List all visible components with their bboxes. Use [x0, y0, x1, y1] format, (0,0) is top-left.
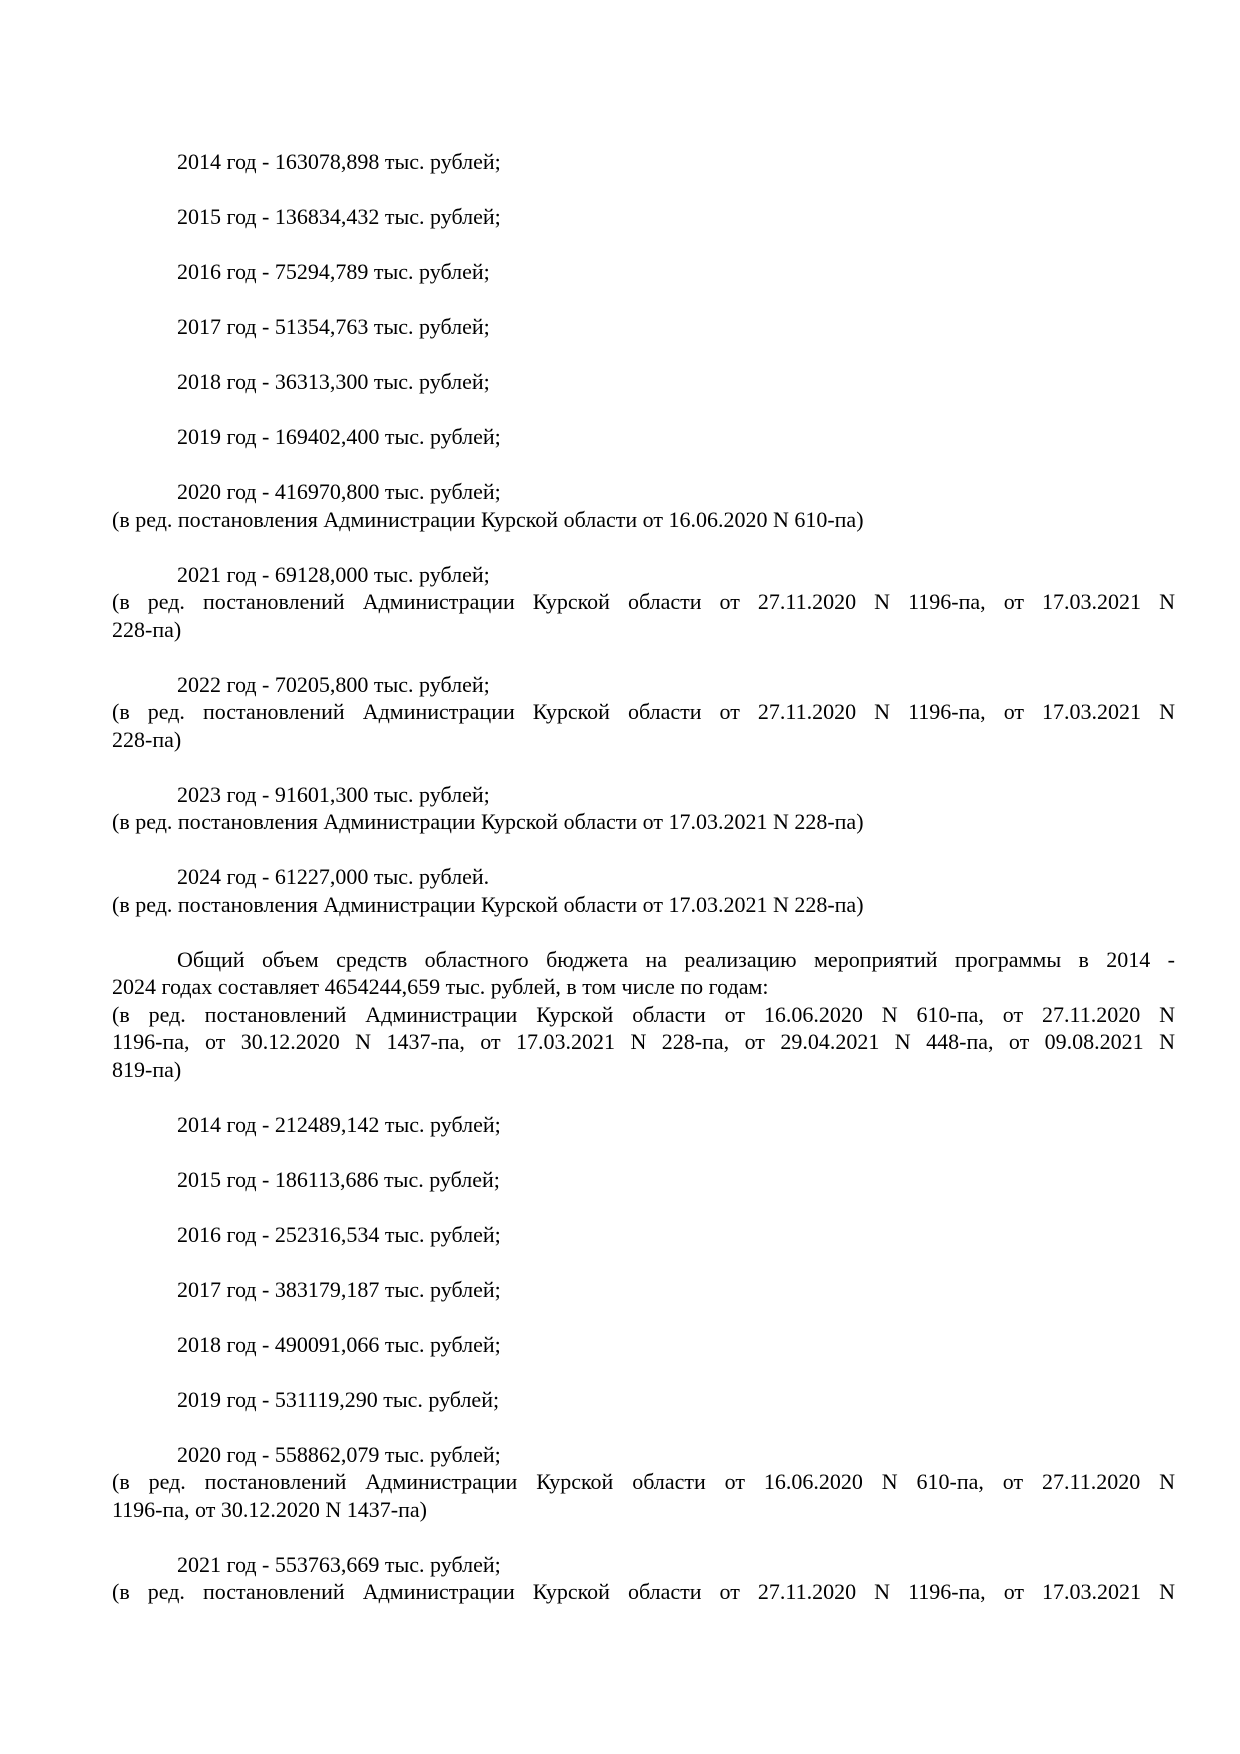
budget-entry-2016-b	[112, 1221, 1175, 1249]
amendment-line: 228-па)	[112, 616, 182, 642]
amendment-line: (в ред. постановления Администрации Курской области от 16.06.2020 N 610-па)	[112, 506, 864, 532]
budget-entry-2018-a	[112, 368, 1175, 396]
budget-entry-2021-a	[112, 561, 1175, 644]
budget-year-line: 2018 год - 490091,066 тыс. рублей;	[177, 1331, 501, 1357]
budget-year-line: 2019 год - 531119,290 тыс. рублей;	[177, 1386, 500, 1412]
budget-entry-2020-a	[112, 478, 1175, 533]
budget-year-line: 2020 год - 416970,800 тыс. рублей;	[177, 479, 501, 504]
amendment-line: 1196-па, от 30.12.2020 N 1437-па, от 17.03.2021 N 228-па, от 29.04.2021 N 448-па, от 09.08.2021 N	[112, 1029, 1175, 1054]
budget-entry-2016-a	[112, 258, 1175, 286]
budget-year-line: 2017 год - 51354,763 тыс. рублей;	[177, 314, 490, 339]
amendment-line: (в ред. постановлений Администрации Курской области от 27.11.2020 N 1196-па, от 17.03.2021 N	[112, 589, 1175, 614]
budget-year-line: 2014 год - 212489,142 тыс. рублей;	[177, 1111, 501, 1137]
amendment-line: (в ред. постановления Администрации Курской области от 17.03.2021 N 228-па)	[112, 891, 864, 917]
budget-entry-2015-b	[112, 1166, 1175, 1194]
budget-entry-2014-b	[112, 1111, 1175, 1139]
budget-year-line: 2019 год - 169402,400 тыс. рублей;	[177, 424, 501, 449]
budget-year-line: 2015 год - 136834,432 тыс. рублей;	[177, 204, 501, 229]
budget-entry-2017-a	[112, 313, 1175, 341]
amendment-line: 1196-па, от 30.12.2020 N 1437-па)	[112, 1496, 427, 1522]
budget-year-line: 2020 год - 558862,079 тыс. рублей;	[177, 1441, 501, 1467]
budget-year-line: 2024 год - 61227,000 тыс. рублей.	[177, 864, 490, 889]
budget-entry-2022-a	[112, 671, 1175, 754]
budget-year-line: 2018 год - 36313,300 тыс. рублей;	[177, 369, 490, 394]
budget-year-line: 2021 год - 69128,000 тыс. рублей;	[177, 561, 490, 587]
budget-year-line: 2015 год - 186113,686 тыс. рублей;	[177, 1166, 500, 1192]
amendment-line: (в ред. постановления Администрации Курской области от 17.03.2021 N 228-па)	[112, 809, 864, 834]
budget-year-line: 2016 год - 252316,534 тыс. рублей;	[177, 1221, 501, 1247]
budget-entry-2019-a	[112, 423, 1175, 451]
budget-year-line: 2023 год - 91601,300 тыс. рублей;	[177, 781, 490, 807]
budget-year-line: 2016 год - 75294,789 тыс. рублей;	[177, 259, 490, 284]
amendment-line-truncated: (в ред. постановлений Администрации Курской области от 27.11.2020 N 1196-па, от 17.03.2021 N	[112, 1579, 1175, 1604]
budget-entry-2017-b	[112, 1276, 1175, 1304]
budget-entry-2020-b	[112, 1441, 1175, 1524]
amendment-line: 228-па)	[112, 726, 182, 752]
summary-line: Общий объем средств областного бюджета на реализацию мероприятий программы в 2014 -	[177, 946, 1175, 972]
budget-entry-2023-a	[112, 781, 1175, 836]
budget-entry-2015-a	[112, 203, 1175, 231]
budget-entry-2018-b	[112, 1331, 1175, 1359]
amendment-line: (в ред. постановлений Администрации Курской области от 16.06.2020 N 610-па, от 27.11.2020 N	[112, 1469, 1175, 1494]
summary-paragraph	[112, 946, 1175, 1084]
amendment-line: (в ред. постановлений Администрации Курской области от 27.11.2020 N 1196-па, от 17.03.2021 N	[112, 699, 1175, 724]
budget-year-line: 2021 год - 553763,669 тыс. рублей;	[177, 1551, 501, 1577]
budget-year-line: 2022 год - 70205,800 тыс. рублей;	[177, 671, 490, 697]
amendment-line: 819-па)	[112, 1056, 182, 1082]
budget-entry-2014-a	[112, 148, 1175, 176]
budget-entry-2021-b	[112, 1551, 1175, 1606]
budget-entry-2019-b	[112, 1386, 1175, 1414]
budget-entry-2024-a	[112, 863, 1175, 918]
budget-year-line: 2014 год - 163078,898 тыс. рублей;	[177, 149, 501, 174]
budget-year-line: 2017 год - 383179,187 тыс. рублей;	[177, 1276, 501, 1302]
summary-line: 2024 годах составляет 4654244,659 тыс. рублей, в том числе по годам:	[112, 974, 769, 999]
amendment-line: (в ред. постановлений Администрации Курской области от 16.06.2020 N 610-па, от 27.11.2020 N	[112, 1001, 1175, 1027]
